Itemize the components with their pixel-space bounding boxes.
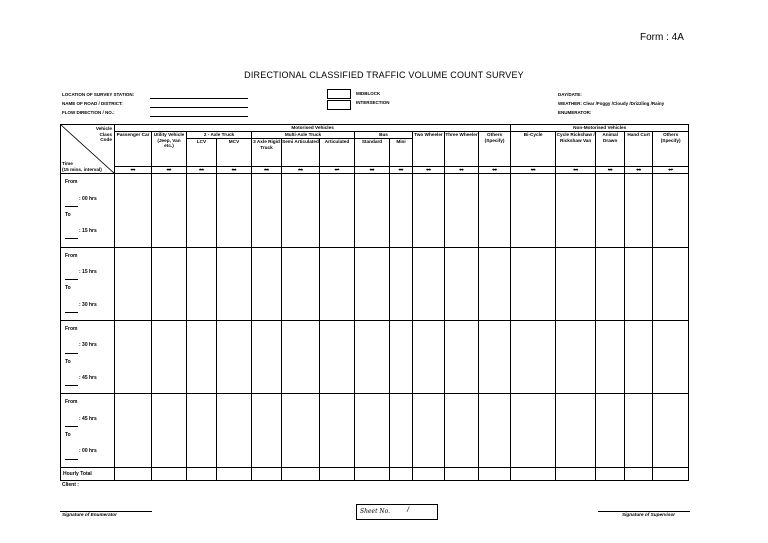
code-16: 16 bbox=[636, 166, 641, 172]
count-cell[interactable] bbox=[390, 321, 413, 394]
end-minutes: : 00 hrs bbox=[79, 448, 97, 455]
sheet-number-box[interactable] bbox=[356, 504, 438, 520]
time-interval-cell bbox=[61, 174, 115, 247]
total-cell[interactable] bbox=[252, 467, 282, 480]
code-08: 08 bbox=[369, 166, 375, 172]
start-minutes: : 15 hrs bbox=[79, 268, 97, 275]
count-cell[interactable] bbox=[282, 174, 320, 247]
midblock-label: MIDBLOCK bbox=[356, 91, 381, 96]
count-cell[interactable] bbox=[115, 394, 152, 467]
code-13: 13 bbox=[530, 166, 536, 172]
total-cell[interactable] bbox=[282, 467, 320, 480]
count-cell[interactable] bbox=[217, 321, 252, 394]
total-cell[interactable] bbox=[355, 467, 390, 480]
time-interval-cell bbox=[61, 321, 115, 394]
start-time bbox=[61, 191, 114, 207]
code-09: 09 bbox=[398, 166, 404, 172]
count-cell[interactable] bbox=[115, 247, 152, 320]
count-cell[interactable] bbox=[625, 321, 653, 394]
flow-direction-label: FLOW DIRECTION / NO.: bbox=[62, 110, 115, 115]
bus-header: Bus bbox=[355, 132, 413, 139]
corner-class-text: Class bbox=[99, 131, 112, 137]
location-label: LOCATION OF SURVEY STATION: bbox=[62, 92, 135, 97]
code-03: 03 bbox=[199, 166, 204, 172]
count-cell[interactable] bbox=[479, 394, 511, 467]
code-cell bbox=[282, 167, 320, 174]
col-two-wheeler: Two Wheeler bbox=[413, 132, 445, 167]
col-hand-cart: Hand Curt bbox=[625, 132, 653, 167]
count-cell[interactable] bbox=[445, 321, 479, 394]
count-cell[interactable] bbox=[556, 394, 596, 467]
to-label: To bbox=[65, 285, 71, 292]
motorised-vehicles-header: Motorised Vehicles bbox=[115, 125, 511, 132]
code-14: 14 bbox=[573, 166, 578, 172]
start-minutes: : 00 hrs bbox=[79, 195, 97, 202]
total-cell[interactable] bbox=[413, 467, 445, 480]
count-cell[interactable] bbox=[355, 247, 390, 320]
col-others-non-motorised: Others (Specify) bbox=[653, 132, 689, 167]
count-cell[interactable] bbox=[653, 394, 689, 467]
count-cell[interactable] bbox=[355, 394, 390, 467]
count-cell[interactable] bbox=[596, 321, 625, 394]
count-cell[interactable] bbox=[445, 394, 479, 467]
code-cell bbox=[217, 167, 252, 174]
interval-row bbox=[61, 321, 689, 394]
total-cell[interactable] bbox=[217, 467, 252, 480]
count-cell[interactable] bbox=[479, 174, 511, 247]
count-cell[interactable] bbox=[355, 321, 390, 394]
corner-code-text: Code bbox=[100, 137, 112, 143]
count-cell[interactable] bbox=[320, 247, 355, 320]
corner-interval-text: (15 mins. interval) bbox=[62, 166, 102, 172]
code-cell bbox=[187, 167, 217, 174]
to-label: To bbox=[65, 358, 71, 365]
time-interval-cell bbox=[61, 394, 115, 467]
count-cell[interactable] bbox=[115, 174, 152, 247]
total-cell[interactable] bbox=[115, 467, 152, 480]
col-bus-standard: Standard bbox=[355, 139, 390, 167]
col-three-axle-truck: 3 Axle Rigid Truck bbox=[252, 139, 282, 167]
code-cell bbox=[445, 167, 479, 174]
hour-blank[interactable] bbox=[65, 344, 78, 354]
time-interval-label bbox=[62, 161, 102, 172]
from-label: From bbox=[65, 326, 78, 333]
time-interval-cell bbox=[61, 247, 115, 320]
hourly-total-label: Hourly Total bbox=[61, 467, 115, 480]
count-cell[interactable] bbox=[511, 247, 556, 320]
total-cell[interactable] bbox=[596, 467, 625, 480]
corner-cell bbox=[61, 125, 115, 174]
code-cell bbox=[556, 167, 596, 174]
intersection-label: INTERSECTION bbox=[356, 100, 390, 105]
count-cell[interactable] bbox=[115, 321, 152, 394]
enumerator-label: ENUMERATOR: bbox=[558, 110, 592, 115]
code-06: 06 bbox=[298, 166, 303, 172]
end-time bbox=[61, 370, 114, 386]
total-cell[interactable] bbox=[479, 467, 511, 480]
code-cell bbox=[152, 167, 187, 174]
count-cell[interactable] bbox=[511, 394, 556, 467]
code-17: 17 bbox=[668, 166, 673, 172]
hour-blank[interactable] bbox=[65, 376, 78, 386]
code-cell bbox=[653, 167, 689, 174]
count-cell[interactable] bbox=[252, 247, 282, 320]
count-cell[interactable] bbox=[187, 174, 217, 247]
count-cell[interactable] bbox=[653, 321, 689, 394]
count-cell[interactable] bbox=[320, 174, 355, 247]
road-field[interactable] bbox=[150, 107, 248, 108]
count-cell[interactable] bbox=[152, 174, 187, 247]
sheet-number-label: Sheet No. bbox=[360, 508, 391, 515]
col-articulated: Articulated bbox=[320, 139, 355, 167]
count-cell[interactable] bbox=[596, 394, 625, 467]
col-mcv: MCV bbox=[217, 139, 252, 167]
code-10: 10 bbox=[426, 166, 431, 172]
count-cell[interactable] bbox=[413, 174, 445, 247]
multi-axle-truck-header: Multi-Axle Truck bbox=[252, 132, 355, 139]
count-cell[interactable] bbox=[282, 247, 320, 320]
count-cell[interactable] bbox=[479, 321, 511, 394]
count-cell[interactable] bbox=[479, 247, 511, 320]
interval-row bbox=[61, 174, 689, 247]
intersection-checkbox[interactable] bbox=[327, 100, 351, 110]
sheet-number-value: / bbox=[407, 507, 409, 514]
col-passenger-car: Passenger Car bbox=[115, 132, 152, 167]
form-number: Form : 4A bbox=[640, 32, 684, 43]
total-cell[interactable] bbox=[390, 467, 413, 480]
total-cell[interactable] bbox=[653, 467, 689, 480]
count-cell[interactable] bbox=[556, 321, 596, 394]
count-cell[interactable] bbox=[556, 174, 596, 247]
col-bus-mini: Mini bbox=[390, 139, 413, 167]
hour-blank[interactable] bbox=[65, 450, 78, 460]
total-cell[interactable] bbox=[320, 467, 355, 480]
hour-blank[interactable] bbox=[65, 229, 78, 239]
hour-blank[interactable] bbox=[65, 417, 78, 427]
count-cell[interactable] bbox=[390, 247, 413, 320]
count-cell[interactable] bbox=[152, 247, 187, 320]
from-label: From bbox=[65, 252, 78, 259]
end-time bbox=[61, 443, 114, 459]
code-11: 11 bbox=[459, 166, 464, 172]
count-cell[interactable] bbox=[320, 394, 355, 467]
count-cell[interactable] bbox=[653, 247, 689, 320]
corner-time-text: Time bbox=[62, 160, 73, 166]
code-cell bbox=[511, 167, 556, 174]
midblock-checkbox[interactable] bbox=[327, 89, 351, 99]
code-cell bbox=[252, 167, 282, 174]
count-cell[interactable] bbox=[187, 394, 217, 467]
hour-blank[interactable] bbox=[65, 197, 78, 207]
count-cell[interactable] bbox=[152, 321, 187, 394]
code-05: 05 bbox=[264, 166, 269, 172]
total-cell[interactable] bbox=[556, 467, 596, 480]
count-cell[interactable] bbox=[282, 321, 320, 394]
non-motorised-vehicles-header: Non-Motorised Vehicles bbox=[511, 125, 689, 132]
count-cell[interactable] bbox=[355, 174, 390, 247]
count-cell[interactable] bbox=[390, 394, 413, 467]
end-minutes: : 15 hrs bbox=[79, 228, 97, 235]
count-cell[interactable] bbox=[625, 394, 653, 467]
count-cell[interactable] bbox=[511, 321, 556, 394]
end-time bbox=[61, 223, 114, 239]
count-cell[interactable] bbox=[390, 174, 413, 247]
code-cell bbox=[390, 167, 413, 174]
count-cell[interactable] bbox=[511, 174, 556, 247]
count-cell[interactable] bbox=[625, 247, 653, 320]
code-cell bbox=[355, 167, 390, 174]
hourly-total-row bbox=[61, 467, 689, 480]
col-others-motorised: Others (Specify) bbox=[479, 132, 511, 167]
end-minutes: : 45 hrs bbox=[79, 374, 97, 381]
code-cell bbox=[625, 167, 653, 174]
count-cell[interactable] bbox=[445, 247, 479, 320]
count-cell[interactable] bbox=[413, 247, 445, 320]
count-cell[interactable] bbox=[252, 174, 282, 247]
count-cell[interactable] bbox=[282, 394, 320, 467]
to-label: To bbox=[65, 432, 71, 439]
count-cell[interactable] bbox=[217, 247, 252, 320]
start-minutes: : 45 hrs bbox=[79, 415, 97, 422]
code-cell bbox=[320, 167, 355, 174]
start-time bbox=[61, 411, 114, 427]
hour-blank[interactable] bbox=[65, 270, 78, 280]
count-cell[interactable] bbox=[625, 174, 653, 247]
total-cell[interactable] bbox=[445, 467, 479, 480]
from-label: From bbox=[65, 179, 78, 186]
total-cell[interactable] bbox=[625, 467, 653, 480]
count-cell[interactable] bbox=[152, 394, 187, 467]
page-title: DIRECTIONAL CLASSIFIED TRAFFIC VOLUME COUNT SURVEY bbox=[244, 70, 524, 80]
total-cell[interactable] bbox=[152, 467, 187, 480]
total-cell[interactable] bbox=[511, 467, 556, 480]
flow-direction-field[interactable] bbox=[150, 116, 248, 117]
count-cell[interactable] bbox=[217, 394, 252, 467]
code-04: 04 bbox=[231, 166, 237, 172]
end-minutes: : 30 hrs bbox=[79, 301, 97, 308]
end-time bbox=[61, 297, 114, 313]
code-15: 15 bbox=[607, 166, 613, 172]
count-cell[interactable] bbox=[320, 321, 355, 394]
count-cell[interactable] bbox=[445, 174, 479, 247]
vehicle-class-code-label bbox=[96, 126, 112, 143]
interval-row bbox=[61, 247, 689, 320]
from-label: From bbox=[65, 399, 78, 406]
supervisor-signature-label: Signature of Supervisor bbox=[622, 512, 676, 517]
col-cycle-rickshaw: Cycle Rickshaw / Rickshaw Van bbox=[556, 132, 596, 167]
count-cell[interactable] bbox=[596, 174, 625, 247]
header-row-1 bbox=[61, 125, 689, 132]
start-minutes: : 30 hrs bbox=[79, 342, 97, 349]
code-number-row bbox=[61, 167, 689, 174]
code-02: 02 bbox=[166, 166, 172, 172]
col-lcv: LCV bbox=[187, 139, 217, 167]
hour-blank[interactable] bbox=[65, 303, 78, 313]
to-label: To bbox=[65, 211, 71, 218]
weather-label: WEATHER: Clear /Foggy /Cloudy /Drizzling /Rainy bbox=[558, 101, 665, 106]
col-semi-articulated: Semi Articulated bbox=[282, 139, 320, 167]
road-label: NAME OF ROAD / DISTRICT: bbox=[62, 101, 123, 106]
count-cell[interactable] bbox=[252, 321, 282, 394]
col-three-wheeler: Three Wheeler bbox=[445, 132, 479, 167]
count-cell[interactable] bbox=[217, 174, 252, 247]
col-bicycle: Bi-Cycle bbox=[511, 132, 556, 167]
count-cell[interactable] bbox=[187, 321, 217, 394]
count-cell[interactable] bbox=[596, 247, 625, 320]
two-axle-truck-header: 2 - Axle Truck bbox=[187, 132, 252, 139]
code-07: 07 bbox=[334, 166, 340, 172]
enumerator-signature-label: Signature of Enumerator bbox=[62, 512, 117, 517]
header-row-2 bbox=[61, 132, 689, 139]
start-time bbox=[61, 337, 114, 353]
day-date-label: DAY/DATE: bbox=[558, 92, 582, 97]
total-cell[interactable] bbox=[187, 467, 217, 480]
count-cell[interactable] bbox=[187, 247, 217, 320]
interval-row bbox=[61, 394, 689, 467]
code-cell bbox=[413, 167, 445, 174]
count-cell[interactable] bbox=[653, 174, 689, 247]
client-label: Client : bbox=[62, 482, 79, 488]
col-utility-vehicle: Utility Vehicle (Jeep, Van etc.) bbox=[152, 132, 187, 167]
code-cell bbox=[479, 167, 511, 174]
count-cell[interactable] bbox=[413, 321, 445, 394]
start-time bbox=[61, 264, 114, 280]
traffic-count-table bbox=[60, 124, 689, 481]
location-field[interactable] bbox=[150, 98, 248, 99]
corner-vehicle-text: Vehicle bbox=[95, 126, 112, 131]
count-cell[interactable] bbox=[413, 394, 445, 467]
code-01: 01 bbox=[130, 166, 136, 172]
code-cell bbox=[596, 167, 625, 174]
code-12: 12 bbox=[492, 166, 497, 172]
count-cell[interactable] bbox=[556, 247, 596, 320]
code-cell bbox=[115, 167, 152, 174]
col-animal-drawn: Animal Drawn bbox=[596, 132, 625, 167]
count-cell[interactable] bbox=[252, 394, 282, 467]
